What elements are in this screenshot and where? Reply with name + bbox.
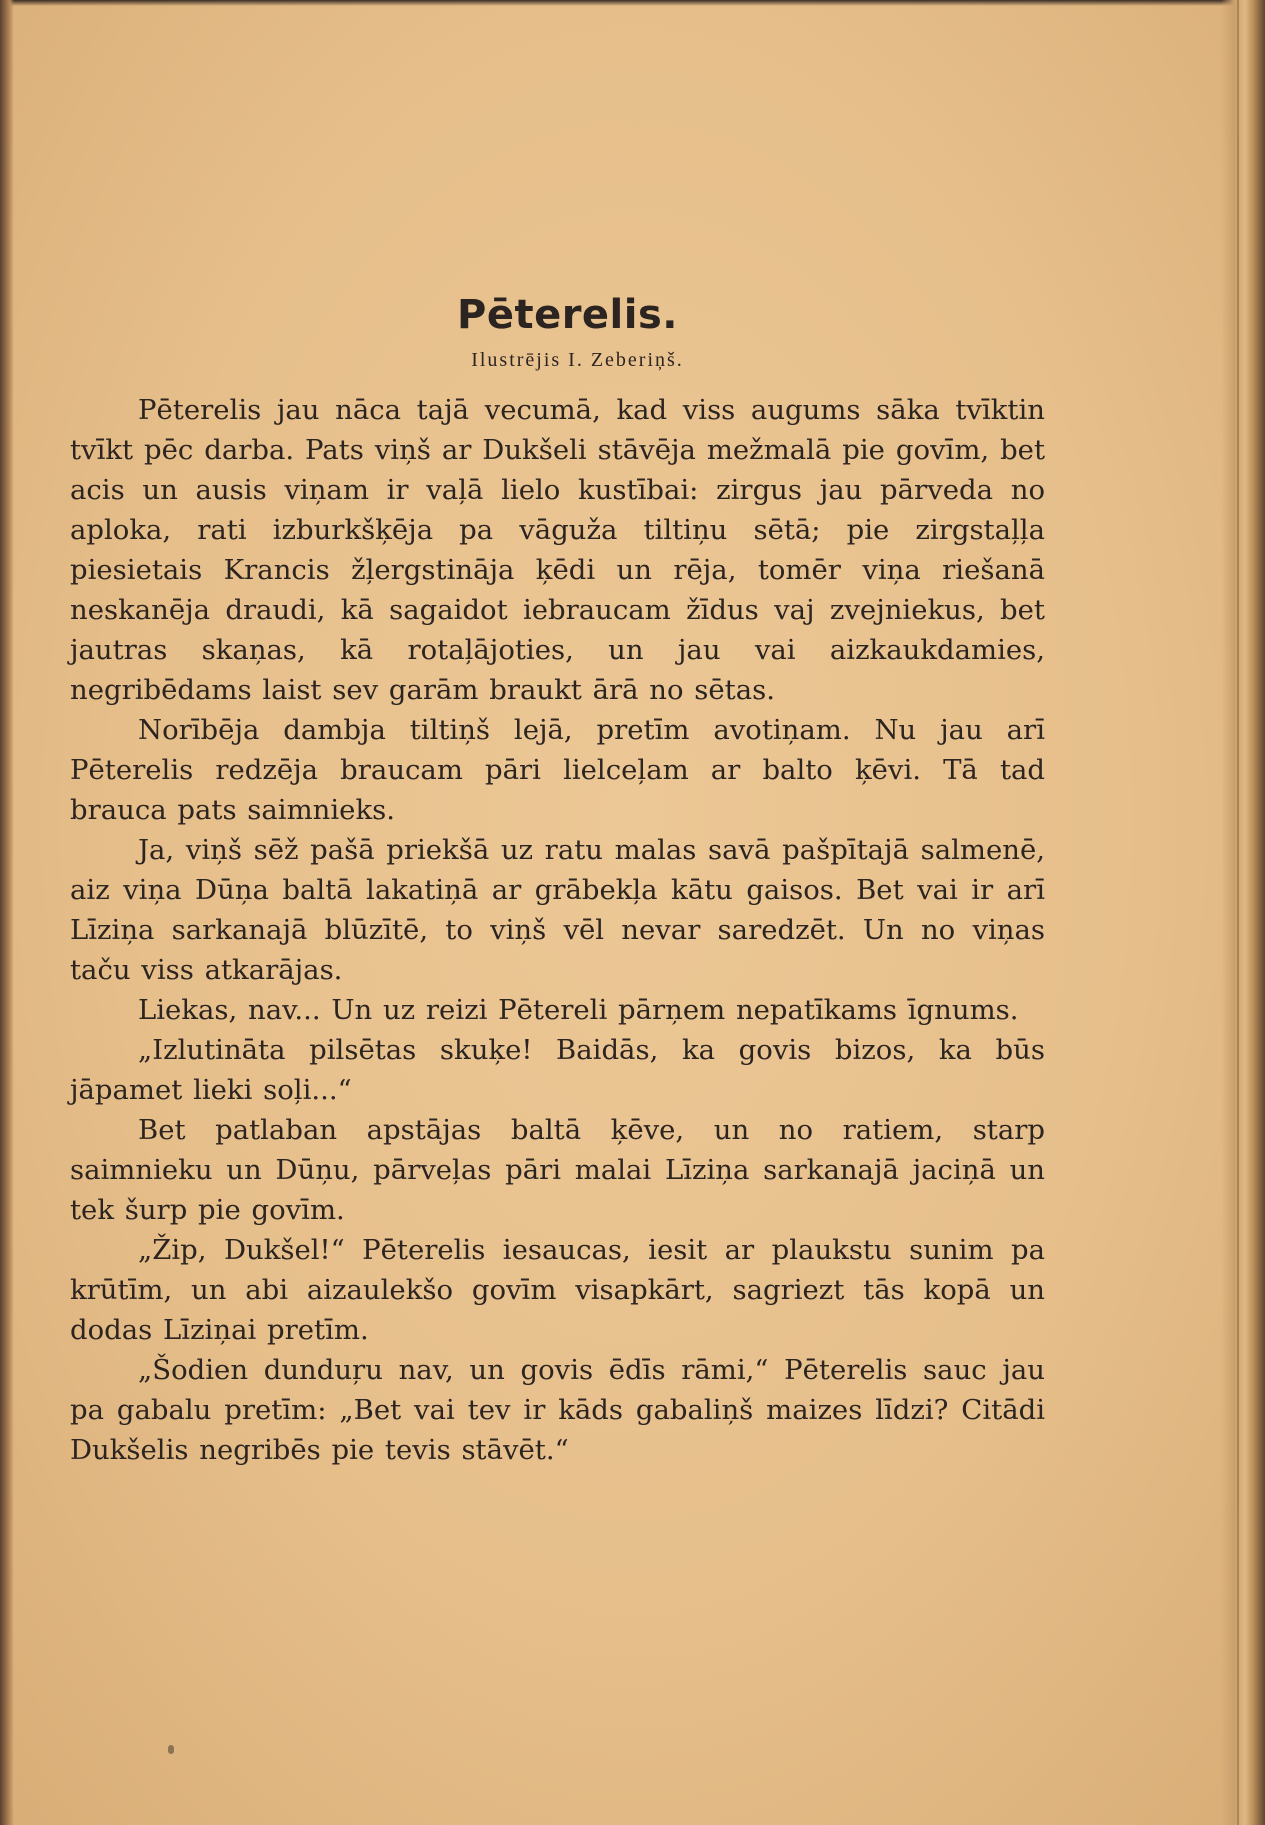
- paragraph: Bet patlaban apstājas baltā ķēve, un no ratiem, starp saimnieku un Dūņu, pārveļas pāri malai Līziņa sarkanajā jaciņā un tek šurp pie govīm.: [70, 1114, 1045, 1226]
- paragraph: „Žip, Dukšel!“ Pēterelis iesaucas, iesit ar plaukstu sunim pa krūtīm, un abi aizaulekšo govīm visapkārt, sagriezt tās kopā un dodas Līziņai pretīm.: [70, 1234, 1045, 1346]
- ink-speck: [168, 1745, 174, 1754]
- page-content: [70, 290, 1045, 1470]
- page-top-edge: [0, 0, 1265, 6]
- paragraph: Ja, viņš sēž pašā priekšā uz ratu malas savā pašpītajā salmenē, aiz viņa Dūņa baltā lakatiņā ar grābekļa kātu gaisos. Bet vai ir arī Līziņa sarkanajā blūzītē, to viņš vēl nevar saredzēt. Un no viņas taču viss atkarājas.: [70, 834, 1045, 986]
- spine-fold-line: [1237, 0, 1239, 1825]
- paragraph: Liekas, nav... Un uz reizi Pētereli pārņem nepatīkams īgnums.: [138, 994, 1019, 1026]
- paragraph: „Šodien dunduŗu nav, un govis ēdīs rāmi,“ Pēterelis sauc jau pa gabalu pretīm: „Bet vai tev ir kāds gabaliņš maizes līdzi? Citādi Dukšelis negribēs pie tevis stāvēt.“: [70, 1354, 1045, 1466]
- paragraph: Pēterelis jau nāca tajā vecumā, kad viss augums sāka tvīktin tvīkt pēc darba. Pats viņš ar Dukšeli stāvēja mežmalā pie govīm, bet acis un ausis viņam ir vaļā lielo kustībai: zirgus jau pārveda no aploka, rati izburkšķēja pa vāguža tiltiņu sētā; pie zirgstaļļa piesietais Krancis žļergstināja ķēdi un rēja, tomēr viņa riešanā neskanēja draudi, kā sagaidot iebraucam žīdus vaj zvejniekus, bet jautras skaņas, kā rotaļājoties, un jau vai aizkaukdamies, negribēdams laist sev garām braukt ārā no sētas.: [70, 394, 1045, 706]
- story-title: Pēterelis.: [457, 292, 678, 338]
- page-left-edge: [0, 0, 14, 1825]
- story-body: [70, 390, 1045, 1470]
- paragraph: „Izlutināta pilsētas skuķe! Baidās, ka govis bizos, ka būs jāpamet lieki soļi...“: [70, 1034, 1045, 1106]
- illustrator-credit: Ilustrējis I. Zeberiņš.: [471, 349, 684, 371]
- book-spine: [1221, 0, 1265, 1825]
- paragraph: Norībēja dambja tiltiņš lejā, pretīm avotiņam. Nu jau arī Pēterelis redzēja braucam pāri lielceļam ar balto ķēvi. Tā tad brauca pats saimnieks.: [70, 714, 1045, 826]
